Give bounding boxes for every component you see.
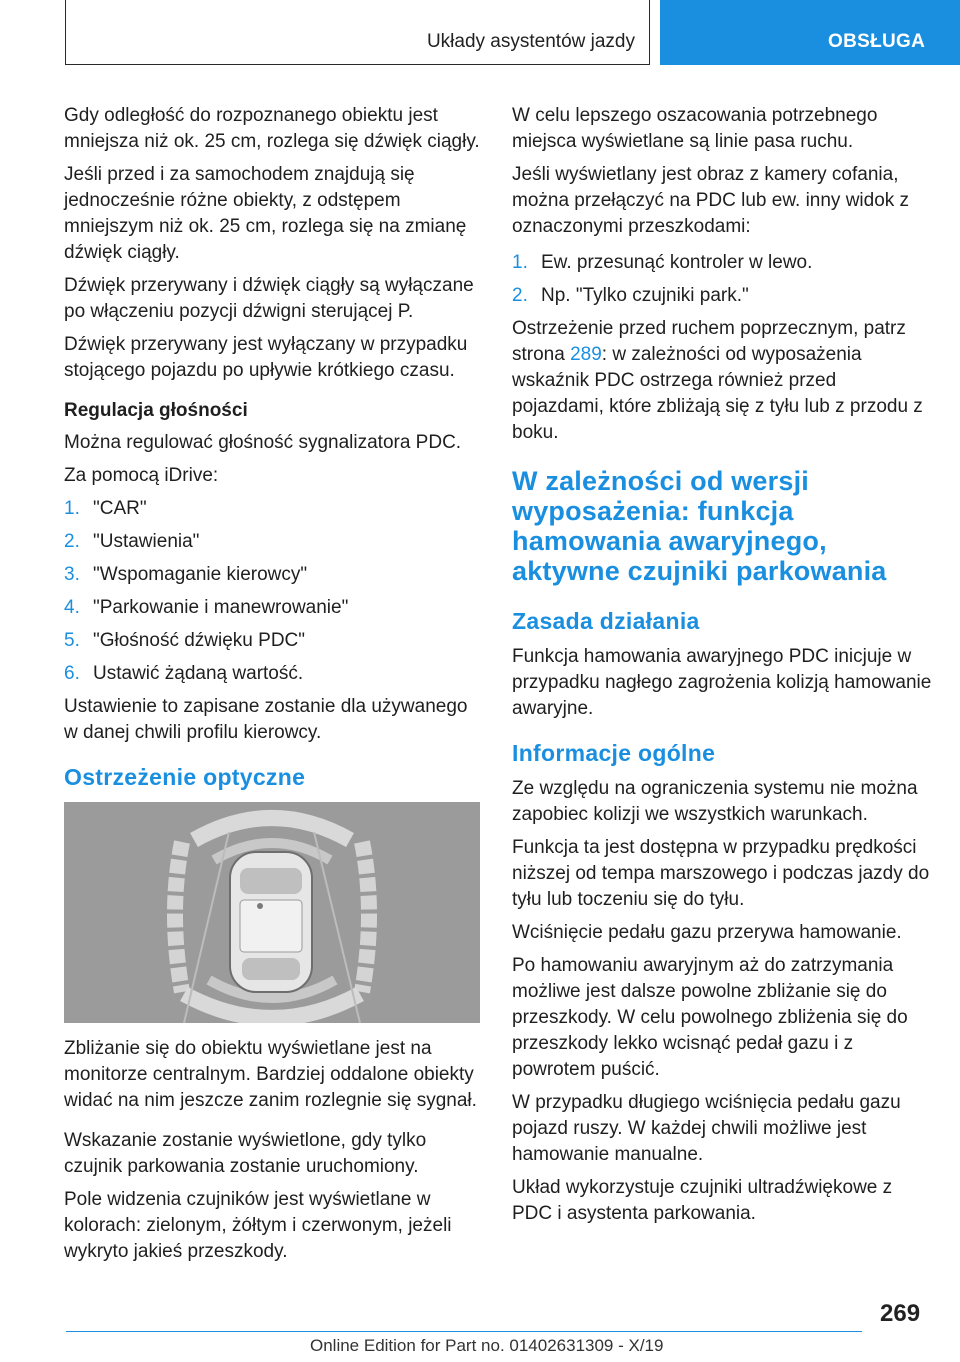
footer-divider	[66, 1331, 862, 1332]
volume-heading: Regulacja głośności	[64, 400, 248, 421]
paragraph: Dźwięk przerywany i dźwięk ciągły są wyłączane po włączeniu pozycji dźwigni sterującej P.	[64, 275, 474, 322]
chapter-tab[interactable]	[660, 0, 960, 65]
paragraph: Ustawienie to zapisane zostanie dla używanego w danej chwili profilu kierowcy.	[64, 696, 468, 743]
list-item: 3. "Wspomaganie kierowcy"	[64, 564, 308, 585]
paragraph: Dźwięk przerywany jest wyłączany w przypadku stojącego pojazdu po upływie krótkiego czasu.	[64, 334, 468, 381]
section-title: Układy asystentów jazdy	[426, 31, 635, 52]
paragraph: Gdy odległość do rozpoznanego obiektu jest mniejsza niż ok. 25 cm, rozlega się dźwięk ciągły.	[64, 105, 480, 152]
paragraph: Jeśli przed i za samochodem znajdują się jednocześnie różne obiekty, z odstępem mniejszym niż ok. 25 cm, rozlega się na zmianę dźwięk ciągły.	[64, 164, 467, 263]
left-column	[64, 103, 480, 1272]
paragraph: W przypadku długiego wciśnięcia pedału gazu pojazd ruszy. W każdej chwili możliwe jest hamowanie manualne.	[512, 1092, 901, 1165]
page-number: 269	[880, 1300, 921, 1327]
edition-footer: Online Edition for Part no. 01402631309 - X/19	[310, 1336, 664, 1355]
paragraph: Funkcja ta jest dostępna w przypadku prędkości niższej od tempa marszowego i podczas jazdy do tyłu lub toczeniu się do tyłu.	[512, 837, 930, 910]
paragraph: Ostrzeżenie przed ruchem poprzecznym, patrz strona 289: w zależności od wyposażenia wskaźnik PDC ostrzega również przed pojazdami, które zbliżają się z tyłu lub z przodu z boku.	[512, 318, 923, 443]
emergency-braking-heading: W zależności od wersji wyposażenia: funkcja hamowania awaryjnego, aktywne czujniki parkowania	[512, 466, 887, 586]
page-reference-link[interactable]: 289	[570, 344, 602, 365]
paragraph: Układ wykorzystuje czujniki ultradźwiękowe z PDC i asystenta parkowania.	[512, 1177, 893, 1224]
list-item: 4. "Parkowanie i manewrowanie"	[64, 597, 349, 618]
paragraph: Funkcja hamowania awaryjnego PDC inicjuje w przypadku nagłego zagrożenia kolizją hamowanie awaryjne.	[512, 646, 932, 719]
paragraph: Po hamowaniu awaryjnym aż do zatrzymania możliwe jest dalsze powolne zbliżanie się do przeszkody. W celu powolnego zbliżenia się do przeszkody lekko wcisnąć pedał gazu i z powrotem puścić.	[512, 955, 908, 1080]
header-section-box	[65, 0, 650, 65]
paragraph: Za pomocą iDrive:	[64, 465, 219, 486]
paragraph: Jeśli wyświetlany jest obraz z kamery cofania, można przełączyć na PDC lub ew. inny widok z oznaczonymi przeszkodami:	[512, 164, 910, 237]
list-item: 6. Ustawić żądaną wartość.	[64, 663, 304, 684]
idrive-steps-list	[64, 496, 480, 687]
optical-warning-heading: Ostrzeżenie optyczne	[64, 764, 306, 790]
list-item: 2. Np. "Tylko czujniki park."	[512, 285, 749, 306]
pdc-display-illustration	[64, 802, 480, 1023]
list-item: 2. "Ustawienia"	[64, 531, 200, 552]
general-info-heading: Informacje ogólne	[512, 740, 716, 766]
view-switch-steps-list	[512, 250, 932, 309]
list-item: 1. Ew. przesunąć kontroler w lewo.	[512, 252, 813, 273]
principle-heading: Zasada działania	[512, 608, 700, 634]
paragraph: Pole widzenia czujników jest wyświetlane w kolorach: zielonym, żółtym i czerwonym, jeżeli wykryto jakieś przeszkody.	[64, 1189, 452, 1262]
paragraph: W celu lepszego oszacowania potrzebnego miejsca wyświetlane są linie pasa ruchu.	[512, 105, 878, 152]
paragraph: Wskazanie zostanie wyświetlone, gdy tylko czujnik parkowania zostanie uruchomiony.	[64, 1130, 427, 1177]
paragraph: Zbliżanie się do obiektu wyświetlane jest na monitorze centralnym. Bardziej oddalone obiekty widać na nim jeszcze zanim rozlegnie się sygnał.	[64, 1038, 477, 1111]
pdc-car-graphic	[64, 802, 480, 1023]
chapter-tab-label: OBSŁUGA	[828, 31, 926, 52]
paragraph: Ze względu na ograniczenia systemu nie można zapobiec kolizji we wszystkich warunkach.	[512, 778, 918, 825]
list-item: 1. "CAR"	[64, 498, 147, 519]
right-column	[512, 103, 932, 1234]
paragraph: Wciśnięcie pedału gazu przerywa hamowanie.	[512, 922, 902, 943]
paragraph: Można regulować głośność sygnalizatora PDC.	[64, 432, 462, 453]
list-item: 5. "Głośność dźwięku PDC"	[64, 630, 306, 651]
